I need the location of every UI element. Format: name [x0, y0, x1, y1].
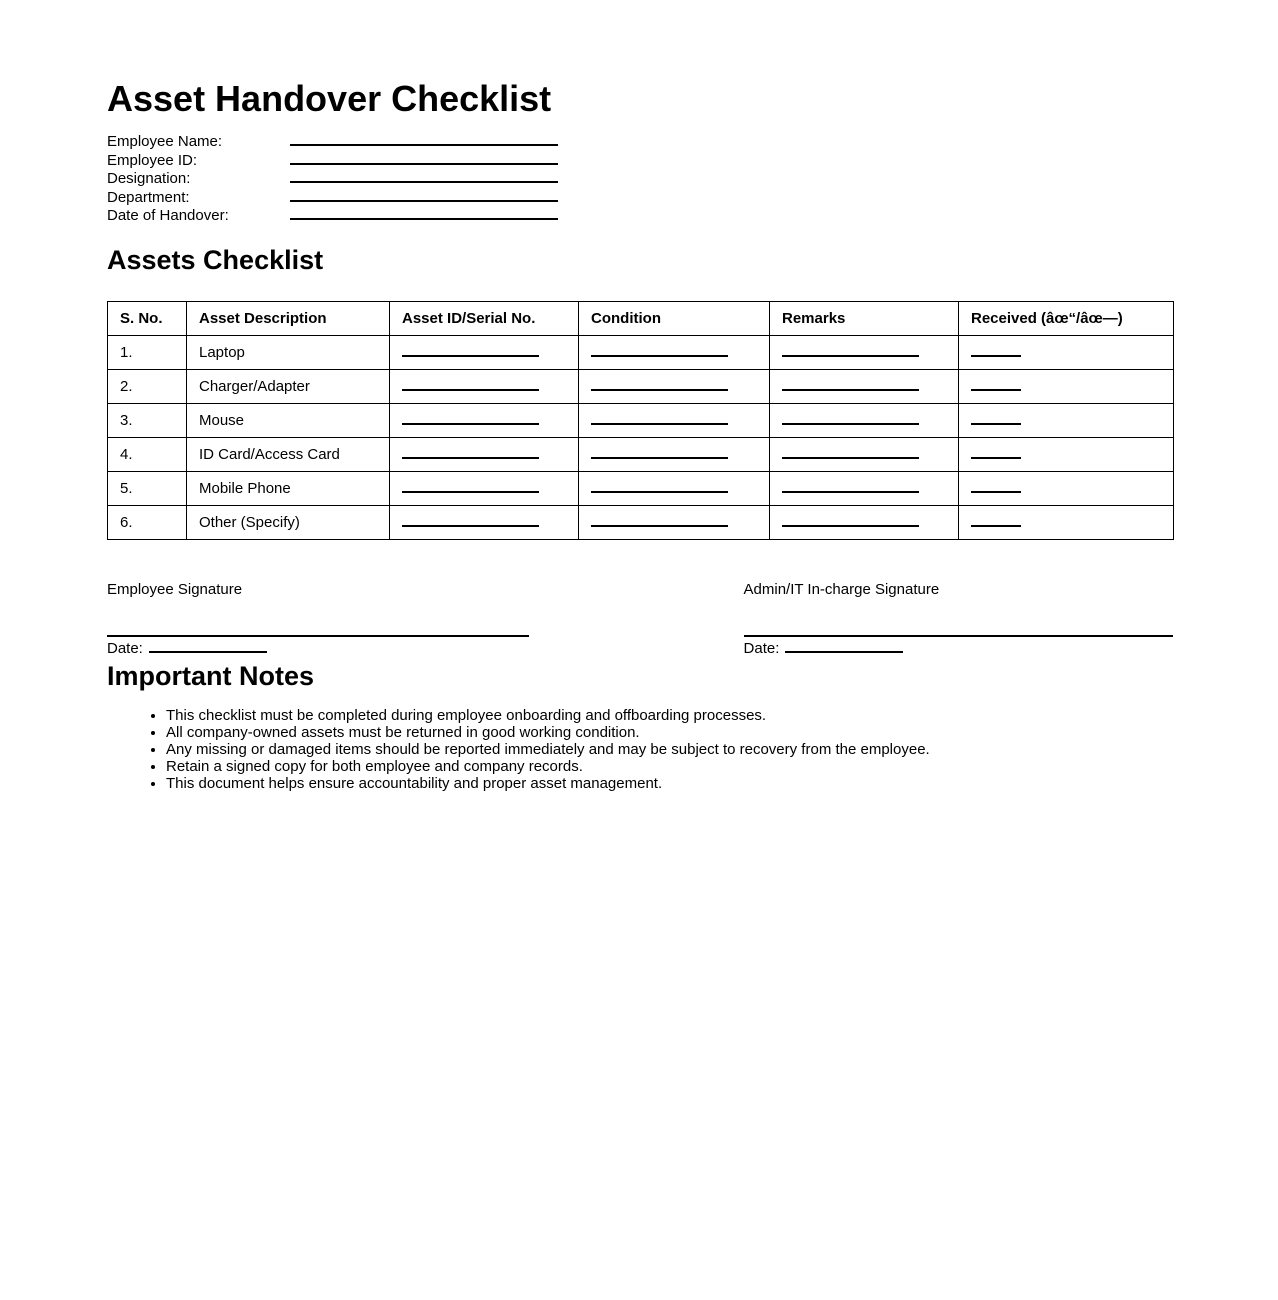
blank-line: [290, 144, 558, 146]
blank-line: [402, 389, 539, 391]
employee-signature-label: Employee Signature: [107, 581, 243, 599]
blank-line: [402, 355, 539, 357]
asset-id-cell: [390, 404, 579, 438]
blank-line: [971, 457, 1021, 459]
condition-cell: [579, 370, 770, 404]
blank-line: [591, 355, 728, 357]
date-label: Date:: [107, 640, 143, 658]
date-label: Date:: [743, 640, 780, 658]
blank-line: [402, 491, 539, 493]
field-row-department: [107, 189, 1173, 208]
remarks-cell: [770, 472, 959, 506]
sno-cell: 5.: [108, 472, 187, 506]
condition-cell: [579, 438, 770, 472]
blank-line: [290, 218, 558, 220]
note-item: • Any missing or damaged items should be reported immediately and may be subject to recovery from the employee.: [166, 741, 1173, 758]
date-row: [107, 639, 529, 658]
field-row-employee-id: [107, 152, 1173, 171]
sno-cell: 3.: [108, 404, 187, 438]
blank-line: [591, 491, 728, 493]
table-header-description: Asset Description: [187, 302, 390, 336]
blank-line: [591, 389, 728, 391]
blank-line: [782, 423, 919, 425]
blank-line: [971, 491, 1021, 493]
blank-line: [782, 525, 919, 527]
blank-line: [591, 423, 728, 425]
blank-line: [971, 389, 1021, 391]
date-row: [744, 639, 1173, 658]
date-blank-line: [149, 651, 267, 653]
condition-cell: [579, 404, 770, 438]
blank-line: [402, 525, 539, 527]
table-row: [108, 336, 1174, 370]
assets-table: [107, 301, 1174, 540]
note-item: • All company-owned assets must be returned in good working condition.: [166, 724, 1173, 741]
table-row: [108, 370, 1174, 404]
remarks-cell: [770, 336, 959, 370]
blank-line: [782, 355, 919, 357]
table-header-row: [108, 302, 1174, 336]
received-cell: [959, 404, 1174, 438]
blank-line: [290, 181, 558, 183]
blank-line: [402, 457, 539, 459]
blank-line: [782, 389, 919, 391]
signature-section: [107, 580, 1173, 658]
description-cell: Mobile Phone: [187, 472, 390, 506]
asset-id-cell: [390, 336, 579, 370]
admin-signature-label: Admin/IT In-charge Signature: [743, 581, 940, 599]
assets-checklist-heading: Assets Checklist: [107, 244, 324, 275]
blank-line: [971, 355, 1021, 357]
note-item: • Retain a signed copy for both employee and company records.: [166, 758, 1173, 775]
condition-cell: [579, 472, 770, 506]
blank-line: [971, 525, 1021, 527]
condition-cell: [579, 336, 770, 370]
sno-cell: 1.: [108, 336, 187, 370]
description-cell: Charger/Adapter: [187, 370, 390, 404]
remarks-cell: [770, 438, 959, 472]
field-label: Employee Name:: [107, 133, 223, 151]
condition-cell: [579, 506, 770, 540]
signature-line: [107, 635, 529, 637]
table-row: [108, 506, 1174, 540]
table-row: [108, 404, 1174, 438]
field-label: Designation:: [107, 170, 191, 188]
sno-cell: 6.: [108, 506, 187, 540]
field-row-date-of-handover: [107, 207, 1173, 226]
admin-signature-block: [744, 580, 1173, 658]
asset-id-cell: [390, 506, 579, 540]
asset-id-cell: [390, 370, 579, 404]
employee-signature-block: [107, 580, 529, 658]
remarks-cell: [770, 506, 959, 540]
sno-cell: 2.: [108, 370, 187, 404]
table-header-asset-id: Asset ID/Serial No.: [390, 302, 579, 336]
received-cell: [959, 472, 1174, 506]
employee-info-fields: [107, 133, 1173, 226]
table-header-sno: S. No.: [108, 302, 187, 336]
table-header-remarks: Remarks: [770, 302, 959, 336]
table-header-received: Received (âœ“/âœ—): [959, 302, 1174, 336]
important-notes-heading: Important Notes: [107, 661, 315, 692]
asset-id-cell: [390, 472, 579, 506]
table-header-condition: Condition: [579, 302, 770, 336]
signature-line: [744, 635, 1173, 637]
table-row: [108, 438, 1174, 472]
blank-line: [290, 200, 558, 202]
date-blank-line: [785, 651, 903, 653]
table-row: [108, 472, 1174, 506]
note-item: • This checklist must be completed during employee onboarding and offboarding processes.: [166, 707, 1173, 724]
blank-line: [591, 457, 728, 459]
note-item: • This document helps ensure accountability and proper asset management.: [166, 775, 1173, 792]
remarks-cell: [770, 370, 959, 404]
remarks-cell: [770, 404, 959, 438]
sno-cell: 4.: [108, 438, 187, 472]
blank-line: [591, 525, 728, 527]
blank-line: [971, 423, 1021, 425]
received-cell: [959, 506, 1174, 540]
document-title: Asset Handover Checklist: [107, 78, 552, 119]
field-label: Department:: [107, 188, 190, 206]
blank-line: [782, 457, 919, 459]
field-label: Date of Handover:: [107, 207, 229, 225]
description-cell: Other (Specify): [187, 506, 390, 540]
blank-line: [402, 423, 539, 425]
received-cell: [959, 438, 1174, 472]
field-row-employee-name: [107, 133, 1173, 152]
notes-list: [107, 707, 1173, 792]
description-cell: Mouse: [187, 404, 390, 438]
received-cell: [959, 370, 1174, 404]
description-cell: ID Card/Access Card: [187, 438, 390, 472]
received-cell: [959, 336, 1174, 370]
field-row-designation: [107, 170, 1173, 189]
blank-line: [782, 491, 919, 493]
asset-id-cell: [390, 438, 579, 472]
description-cell: Laptop: [187, 336, 390, 370]
blank-line: [290, 163, 558, 165]
field-label: Employee ID:: [107, 151, 198, 169]
